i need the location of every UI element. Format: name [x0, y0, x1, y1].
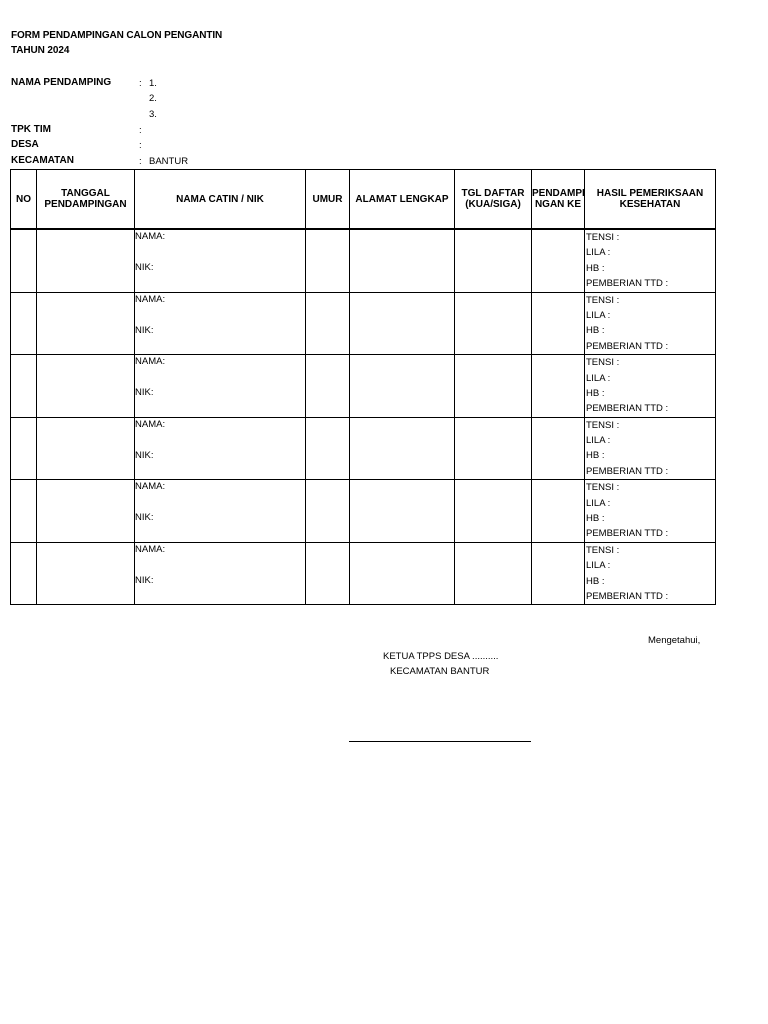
cell-pendampingan-ke[interactable] — [532, 292, 585, 355]
cell-tgl-daftar[interactable] — [455, 480, 532, 543]
cell-umur[interactable] — [306, 480, 350, 543]
table-row — [11, 542, 716, 605]
hb-label: HB : — [586, 387, 605, 399]
tensi-label: TENSI : — [586, 544, 620, 556]
lila-label: LILA : — [586, 560, 611, 572]
nik-label: NIK: — [135, 574, 154, 586]
table-row — [11, 229, 716, 292]
colon: : — [139, 125, 142, 136]
cell-nama-nik[interactable] — [135, 542, 306, 605]
cell-umur[interactable] — [306, 355, 350, 418]
table-row — [11, 480, 716, 543]
cell-hasil[interactable] — [585, 480, 716, 543]
nik-label: NIK: — [135, 512, 154, 524]
desa-label: DESA — [11, 139, 39, 150]
cell-no[interactable] — [11, 417, 37, 480]
table-row — [11, 355, 716, 418]
cell-pendampingan-ke[interactable] — [532, 417, 585, 480]
header-no: NO — [11, 170, 37, 230]
nama-label: NAMA: — [135, 293, 166, 305]
nama-label: NAMA: — [135, 481, 166, 493]
cell-pendampingan-ke[interactable] — [532, 542, 585, 605]
cell-hasil[interactable] — [585, 542, 716, 605]
cell-tgl-daftar[interactable] — [455, 355, 532, 418]
nama-pendamping-label: NAMA PENDAMPING — [11, 77, 112, 88]
colon: : — [139, 156, 142, 167]
cell-nama-nik[interactable] — [135, 229, 306, 292]
cell-nama-nik[interactable] — [135, 292, 306, 355]
nik-label: NIK: — [135, 387, 154, 399]
ttd-label: PEMBERIAN TTD : — [586, 403, 669, 415]
hb-label: HB : — [586, 262, 605, 274]
cell-tgl-daftar[interactable] — [455, 292, 532, 355]
header-nama: NAMA CATIN / NIK — [135, 170, 306, 230]
nik-label: NIK: — [135, 262, 154, 273]
nama-label: NAMA: — [135, 418, 166, 430]
cell-pendampingan-ke[interactable] — [532, 480, 585, 543]
nama-label: NAMA: — [135, 231, 166, 242]
cell-tgl-daftar[interactable] — [455, 417, 532, 480]
cell-no[interactable] — [11, 292, 37, 355]
cell-umur[interactable] — [306, 417, 350, 480]
cell-alamat[interactable] — [350, 417, 455, 480]
pendamping-number-3: 3. — [149, 109, 157, 120]
form-year: TAHUN 2024 — [11, 45, 70, 56]
nama-label: NAMA: — [135, 356, 166, 368]
cell-no[interactable] — [11, 355, 37, 418]
cell-hasil[interactable] — [585, 417, 716, 480]
cell-umur[interactable] — [306, 542, 350, 605]
ttd-label: PEMBERIAN TTD : — [586, 340, 669, 352]
lila-label: LILA : — [586, 247, 611, 259]
tensi-label: TENSI : — [586, 294, 620, 306]
cell-tanggal[interactable] — [37, 480, 135, 543]
hb-label: HB : — [586, 325, 605, 337]
cell-alamat[interactable] — [350, 480, 455, 543]
cell-tgl-daftar[interactable] — [455, 542, 532, 605]
kecamatan-footer-text: KECAMATAN BANTUR — [390, 666, 490, 677]
cell-alamat[interactable] — [350, 355, 455, 418]
hb-label: HB : — [586, 450, 605, 462]
cell-umur[interactable] — [306, 229, 350, 292]
tensi-label: TENSI : — [586, 232, 620, 243]
cell-no[interactable] — [11, 229, 37, 292]
pendampingan-table — [10, 169, 716, 605]
lila-label: LILA : — [586, 309, 611, 321]
tpk-tim-label: TPK TIM — [11, 124, 51, 135]
cell-hasil[interactable] — [585, 229, 716, 292]
nik-label: NIK: — [135, 449, 154, 461]
cell-tanggal[interactable] — [37, 292, 135, 355]
pendamping-number-1: 1. — [149, 78, 157, 89]
nama-label: NAMA: — [135, 543, 166, 555]
header-pendampingan-ke: PENDAMPI NGAN KE — [532, 170, 585, 230]
ttd-label: PEMBERIAN TTD : — [586, 278, 669, 290]
cell-alamat[interactable] — [350, 292, 455, 355]
cell-pendampingan-ke[interactable] — [532, 229, 585, 292]
table-header-row — [11, 170, 716, 230]
ketua-tpps-text: KETUA TPPS DESA .......... — [383, 651, 499, 662]
colon: : — [139, 78, 142, 89]
cell-nama-nik[interactable] — [135, 417, 306, 480]
cell-no[interactable] — [11, 542, 37, 605]
cell-tanggal[interactable] — [37, 542, 135, 605]
cell-tanggal[interactable] — [37, 355, 135, 418]
ttd-label: PEMBERIAN TTD : — [586, 528, 669, 540]
cell-nama-nik[interactable] — [135, 355, 306, 418]
ttd-label: PEMBERIAN TTD : — [586, 465, 669, 477]
ttd-label: PEMBERIAN TTD : — [586, 590, 669, 602]
cell-alamat[interactable] — [350, 542, 455, 605]
header-tgl-daftar: TGL DAFTAR (KUA/SIGA) — [455, 170, 532, 230]
table-row — [11, 292, 716, 355]
cell-pendampingan-ke[interactable] — [532, 355, 585, 418]
form-title: FORM PENDAMPINGAN CALON PENGANTIN — [11, 30, 223, 41]
cell-alamat[interactable] — [350, 229, 455, 292]
cell-tanggal[interactable] — [37, 417, 135, 480]
cell-umur[interactable] — [306, 292, 350, 355]
kecamatan-value: BANTUR — [149, 156, 189, 167]
header-tanggal: TANGGAL PENDAMPINGAN — [37, 170, 135, 230]
pendamping-number-2: 2. — [149, 93, 157, 104]
tensi-label: TENSI : — [586, 357, 620, 369]
cell-hasil[interactable] — [585, 355, 716, 418]
cell-hasil[interactable] — [585, 292, 716, 355]
cell-tgl-daftar[interactable] — [455, 229, 532, 292]
tensi-label: TENSI : — [586, 482, 620, 494]
kecamatan-label: KECAMATAN — [11, 155, 74, 166]
lila-label: LILA : — [586, 372, 611, 384]
nik-label: NIK: — [135, 324, 154, 336]
mengetahui-text: Mengetahui, — [648, 635, 701, 646]
cell-nama-nik[interactable] — [135, 480, 306, 543]
lila-label: LILA : — [586, 435, 611, 447]
header-hasil: HASIL PEMERIKSAAN KESEHATAN — [585, 170, 716, 230]
cell-tanggal[interactable] — [37, 229, 135, 292]
cell-no[interactable] — [11, 480, 37, 543]
tensi-label: TENSI : — [586, 419, 620, 431]
table-row — [11, 417, 716, 480]
header-umur: UMUR — [306, 170, 350, 230]
hb-label: HB : — [586, 513, 605, 525]
lila-label: LILA : — [586, 497, 611, 509]
header-alamat: ALAMAT LENGKAP — [350, 170, 455, 230]
signature-line — [349, 741, 531, 742]
colon: : — [139, 140, 142, 151]
hb-label: HB : — [586, 575, 605, 587]
